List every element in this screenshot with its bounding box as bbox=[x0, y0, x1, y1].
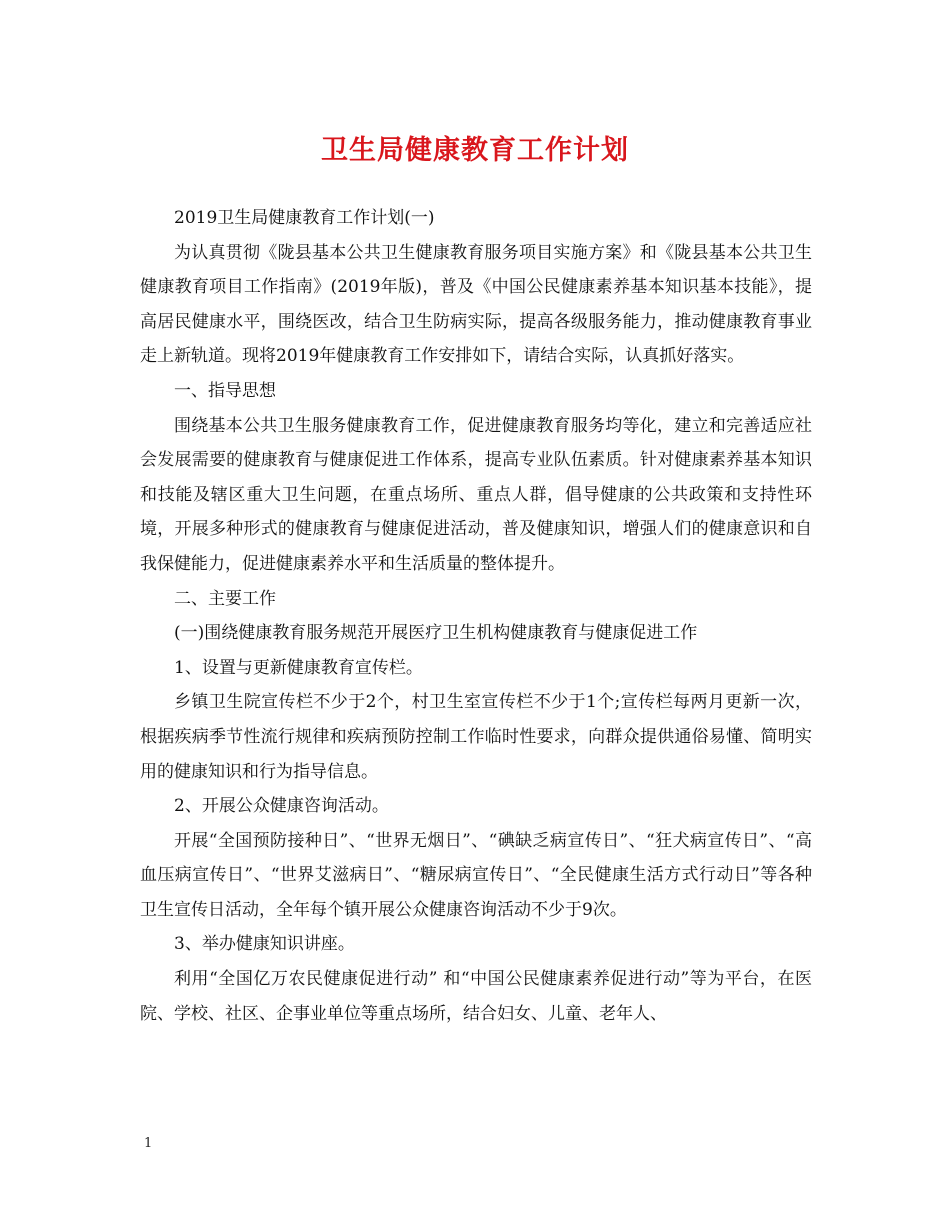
item-heading-bulletin-boards: 1、设置与更新健康教育宣传栏。 bbox=[174, 657, 423, 678]
item-heading-health-lectures: 3、举办健康知识讲座。 bbox=[174, 934, 355, 955]
section-heading-guiding-ideology: 一、指导思想 bbox=[174, 380, 276, 401]
paragraph-public-consultation: 开展“全国预防接种日”、“世界无烟日”、“碘缺乏病宣传日”、“狂犬病宣传日”、“高血压病宣传日”、“世界艾滋病日”、“糖尿病宣传日”、“全民健康生活方式行动日”等各种卫生宣传日活动，全年每个镇开展公众健康咨询活动不少于9次。 bbox=[140, 830, 812, 920]
paragraph-bulletin-boards: 乡镇卫生院宣传栏不少于2个，村卫生室宣传栏不少于1个;宣传栏每两月更新一次，根据疾病季节性流行规律和疾病预防控制工作临时性要求，向群众提供通俗易懂、简明实用的健康知识和行为指导信息。 bbox=[140, 692, 812, 782]
paragraph-guiding-ideology: 围绕基本公共卫生服务健康教育工作，促进健康教育服务均等化，建立和完善适应社会发展需要的健康教育与健康促进工作体系，提高专业队伍素质。针对健康素养基本知识和技能及辖区重大卫生问题，在重点场所、重点人群，倡导健康的公共政策和支持性环境，开展多种形式的健康教育与健康促进活动，普及健康知识，增强人们的健康意识和自我保健能力，促进健康素养水平和生活质量的整体提升。 bbox=[140, 415, 812, 574]
paragraph-health-lectures: 利用“全国亿万农民健康促进行动” 和“中国公民健康素养促进行动”等为平台，在医院、学校、社区、企事业单位等重点场所，结合妇女、儿童、老年人、 bbox=[140, 969, 812, 1024]
document-body bbox=[140, 201, 812, 1031]
subsection-heading-medical-institutions: (一)围绕健康教育服务规范开展医疗卫生机构健康教育与健康促进工作 bbox=[174, 623, 698, 644]
page-number: 1 bbox=[144, 1136, 153, 1151]
item-heading-public-consultation: 2、开展公众健康咨询活动。 bbox=[174, 796, 389, 817]
paragraph-introduction: 为认真贯彻《陇县基本公共卫生健康教育服务项目实施方案》和《陇县基本公共卫生健康教育项目工作指南》(2019年版)，普及《中国公民健康素养基本知识基本技能》，提高居民健康水平，围绕医改，结合卫生防病实际，提高各级服务能力，推动健康教育事业走上新轨道。现将2019年健康教育工作安排如下，请结合实际，认真抓好落实。 bbox=[140, 242, 812, 367]
section-heading-plan-one: 2019卫生局健康教育工作计划(一) bbox=[174, 208, 435, 228]
document-title: 卫生局健康教育工作计划 bbox=[321, 135, 629, 166]
section-heading-main-work: 二、主要工作 bbox=[174, 588, 276, 609]
